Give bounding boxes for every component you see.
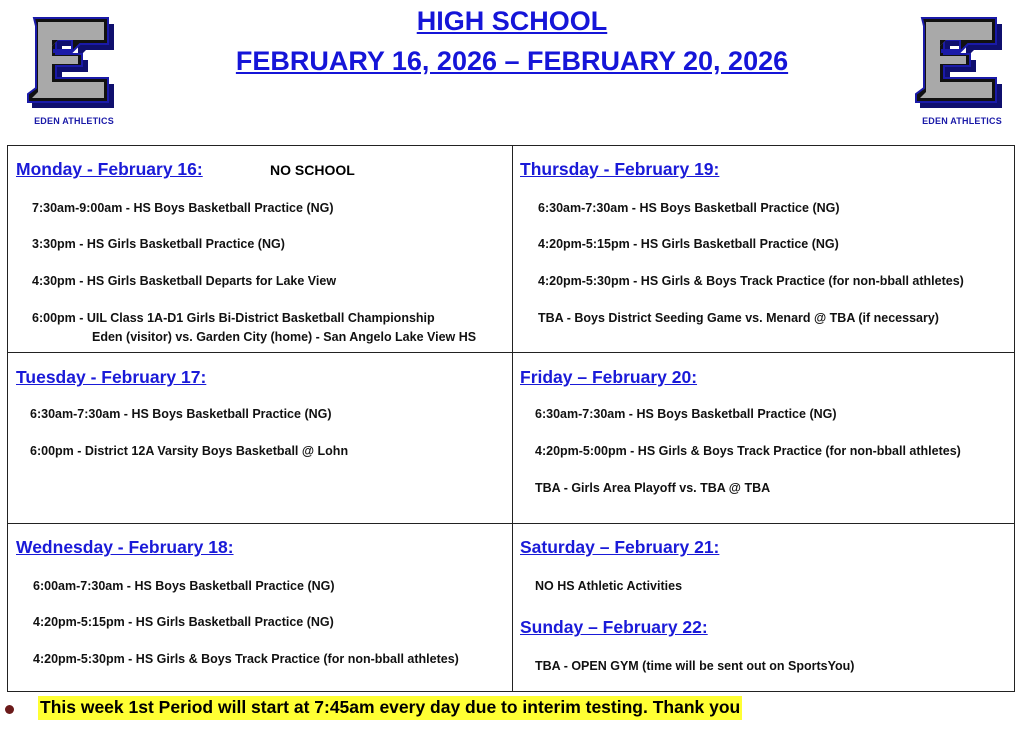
list-item: 6:30am-7:30am - HS Boys Basketball Practice (NG) [30, 407, 332, 421]
bullet-icon [5, 705, 14, 714]
list-item: 4:30pm - HS Girls Basketball Departs for Lake View [32, 274, 337, 288]
logo-caption: EDEN ATHLETICS [922, 116, 1002, 126]
list-item: Eden (visitor) vs. Garden City (home) - San Angelo Lake View HS [92, 330, 477, 344]
list-item: TBA - OPEN GYM (time will be sent out on SportsYou) [535, 659, 855, 673]
list-item: 4:20pm-5:15pm - HS Girls Basketball Practice (NG) [33, 615, 334, 629]
list-item: 6:00pm - UIL Class 1A-D1 Girls Bi-District Basketball Championship [32, 311, 435, 325]
list-item: 6:30am-7:30am - HS Boys Basketball Practice (NG) [535, 407, 837, 421]
list-item: 6:00am-7:30am - HS Boys Basketball Practice (NG) [33, 579, 335, 593]
friday-heading: Friday – February 20: [520, 367, 698, 387]
grid-divider [512, 146, 513, 691]
list-item: 6:00pm - District 12A Varsity Boys Basketball @ Lohn [30, 444, 349, 458]
tuesday-heading: Tuesday - February 17: [16, 367, 207, 387]
list-item: 4:20pm-5:30pm - HS Girls & Boys Track Practice (for non-bball athletes) [33, 652, 459, 666]
list-item: 3:30pm - HS Girls Basketball Practice (NG) [32, 237, 285, 251]
list-item: 4:20pm-5:00pm - HS Girls & Boys Track Practice (for non-bball athletes) [535, 444, 961, 458]
list-item: 6:30am-7:30am - HS Boys Basketball Practice (NG) [538, 201, 840, 215]
monday-heading: Monday - February 16: [16, 159, 203, 179]
no-school-note: NO SCHOOL [270, 162, 355, 178]
logo-caption: EDEN ATHLETICS [34, 116, 114, 126]
grid-divider [8, 352, 1014, 353]
list-item: 7:30am-9:00am - HS Boys Basketball Practice (NG) [32, 201, 334, 215]
schedule-grid [7, 145, 1015, 692]
list-item: NO HS Athletic Activities [535, 579, 683, 593]
footer [0, 696, 1024, 726]
list-item: 4:20pm-5:30pm - HS Girls & Boys Track Practice (for non-bball athletes) [538, 274, 964, 288]
list-item: TBA - Boys District Seeding Game vs. Menard @ TBA (if necessary) [538, 311, 939, 325]
grid-divider [8, 523, 1014, 524]
date-range-title: FEBRUARY 16, 2026 – FEBRUARY 20, 2026 [235, 46, 789, 76]
list-item: TBA - Girls Area Playoff vs. TBA @ TBA [535, 481, 771, 495]
thursday-heading: Thursday - February 19: [520, 159, 720, 179]
wednesday-heading: Wednesday - February 18: [16, 537, 234, 557]
page-title: HIGH SCHOOL [416, 6, 608, 36]
list-item: 4:20pm-5:15pm - HS Girls Basketball Practice (NG) [538, 237, 839, 251]
footer-note: This week 1st Period will start at 7:45am every day due to interim testing. Thank you [38, 696, 742, 720]
saturday-heading: Saturday – February 21: [520, 537, 720, 557]
sunday-heading: Sunday – February 22: [520, 617, 708, 637]
